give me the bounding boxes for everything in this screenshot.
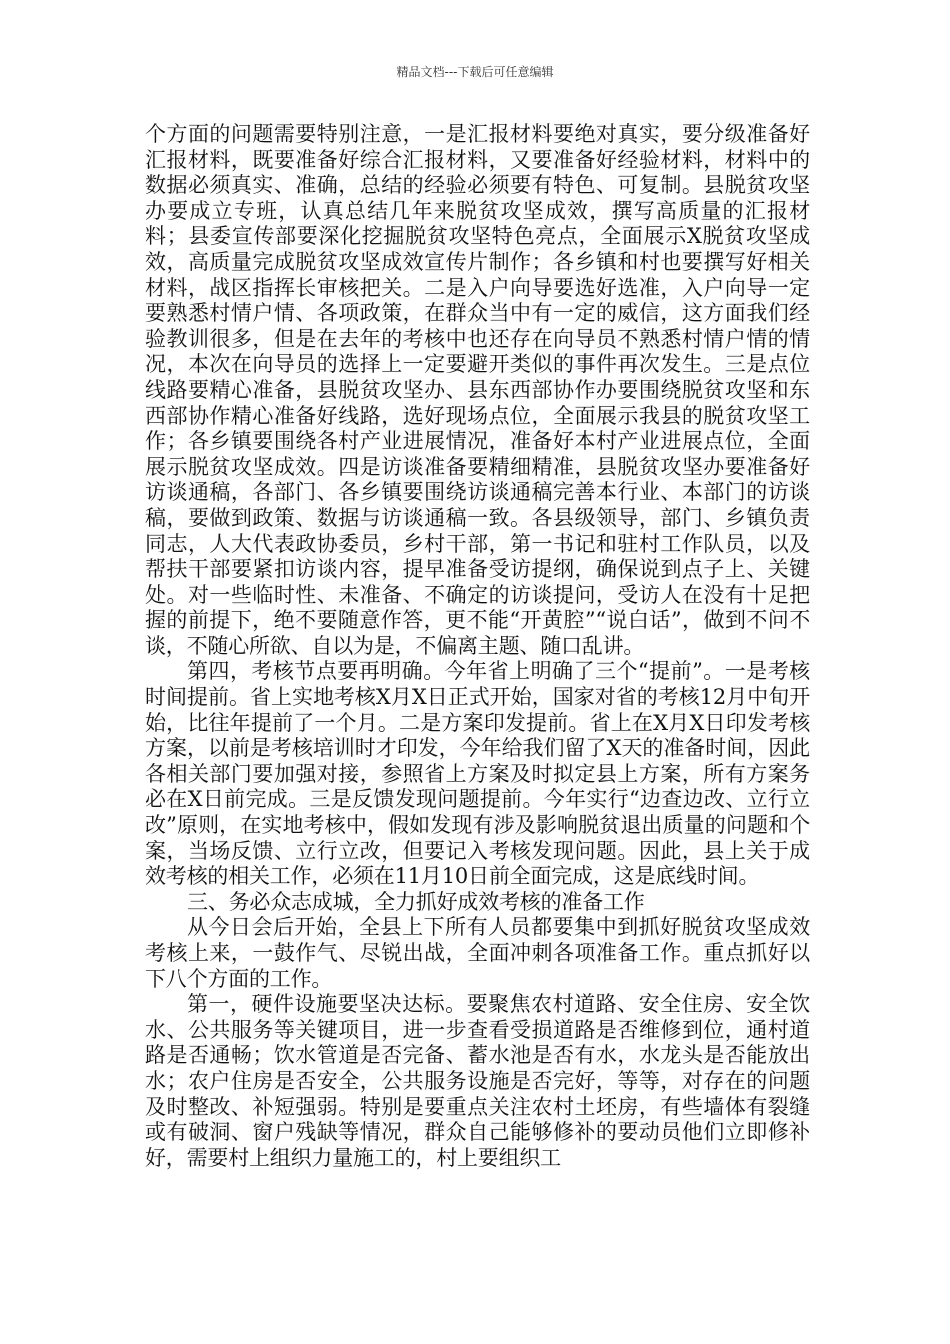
- paragraph-4: 第一，硬件设施要坚决达标。要聚焦农村道路、安全住房、安全饮水、公共服务等关键项目，进一步查看受损道路是否维修到位，通村道路是否通畅；饮水管道是否完备、蓄水池是否有水，水龙头是否能放出水；农户住房是否安全，公共服务设施是否完好，等等，对存在的问题及时整改、补短强弱。特别是要重点关注农村土坯房，有些墙体有裂缝或有破洞、窗户残缺等情况，群众自己能够修补的要动员他们立即修补好，需要村上组织力量施工的，村上要组织工: [145, 992, 810, 1170]
- paragraph-2: 第四，考核节点要再明确。今年省上明确了三个“提前”。一是考核时间提前。省上实地考核X月X日正式开始，国家对省的考核12月中旬开始，比往年提前了一个月。二是方案印发提前。省上在X月X日印发考核方案，以前是考核培训时才印发，今年给我们留了X天的准备时间，因此各相关部门要加强对接，参照省上方案及时拟定县上方案，所有方案务必在X日前完成。三是反馈发现问题提前。今年实行“边查边改、立行立改”原则，在实地考核中，假如发现有涉及影响脱贫退出质量的问题和个案，当场反馈、立行立改，但要记入考核发现问题。因此，县上关于成效考核的相关工作，必须在11月10日前全面完成，这是底线时间。: [145, 659, 810, 889]
- paragraph-1: 个方面的问题需要特别注意，一是汇报材料要绝对真实，要分级准备好汇报材料，既要准备好综合汇报材料，又要准备好经验材料，材料中的数据必须真实、准确，总结的经验必须要有特色、可复制。县脱贫攻坚办要成立专班，认真总结几年来脱贫攻坚成效，撰写高质量的汇报材料；县委宣传部要深化挖掘脱贫攻坚特色亮点，全面展示X脱贫攻坚成效，高质量完成脱贫攻坚成效宣传片制作；各乡镇和村也要撰写好相关材料，战区指挥长审核把关。二是入户向导要选好选准，入户向导一定要熟悉村情户情、各项政策，在群众当中有一定的威信，这方面我们经验教训很多，但是在去年的考核中也还存在向导员不熟悉村情户情的情况，本次在向导员的选择上一定要避开类似的事件再次发生。三是点位线路要精心准备，县脱贫攻坚办、县东西部协作办要围绕脱贫攻坚和东西部协作精心准备好线路，选好现场点位，全面展示我县的脱贫攻坚工作；各乡镇要围绕各村产业进展情况，准备好本村产业进展点位，全面展示脱贫攻坚成效。四是访谈准备要精细精准，县脱贫攻坚办要准备好访谈通稿，各部门、各乡镇要围绕访谈通稿完善本行业、本部门的访谈稿，要做到政策、数据与访谈通稿一致。各县级领导，部门、乡镇负责同志，人大代表政协委员，乡村干部，第一书记和驻村工作队员，以及帮扶干部要紧扣访谈内容，提早准备受访提纲，确保说到点子上、关键处。对一些临时性、未准备、不确定的访谈提问，受访人在没有十足把握的前提下，绝不要随意作答，更不能“开黄腔”“说白话”，做到不问不谈，不随心所欲、自以为是，不偏离主题、随口乱讲。: [145, 122, 810, 658]
- paragraph-3: 从今日会后开始，全县上下所有人员都要集中到抓好脱贫攻坚成效考核上来，一鼓作气、尽锐出战，全面冲刺各项准备工作。重点抓好以下八个方面的工作。: [145, 915, 810, 991]
- section-heading: 三、务必众志成城，全力抓好成效考核的准备工作: [187, 889, 645, 914]
- document-body: [145, 122, 810, 1171]
- page-header: 精品文档---下载后可任意编辑: [396, 65, 554, 79]
